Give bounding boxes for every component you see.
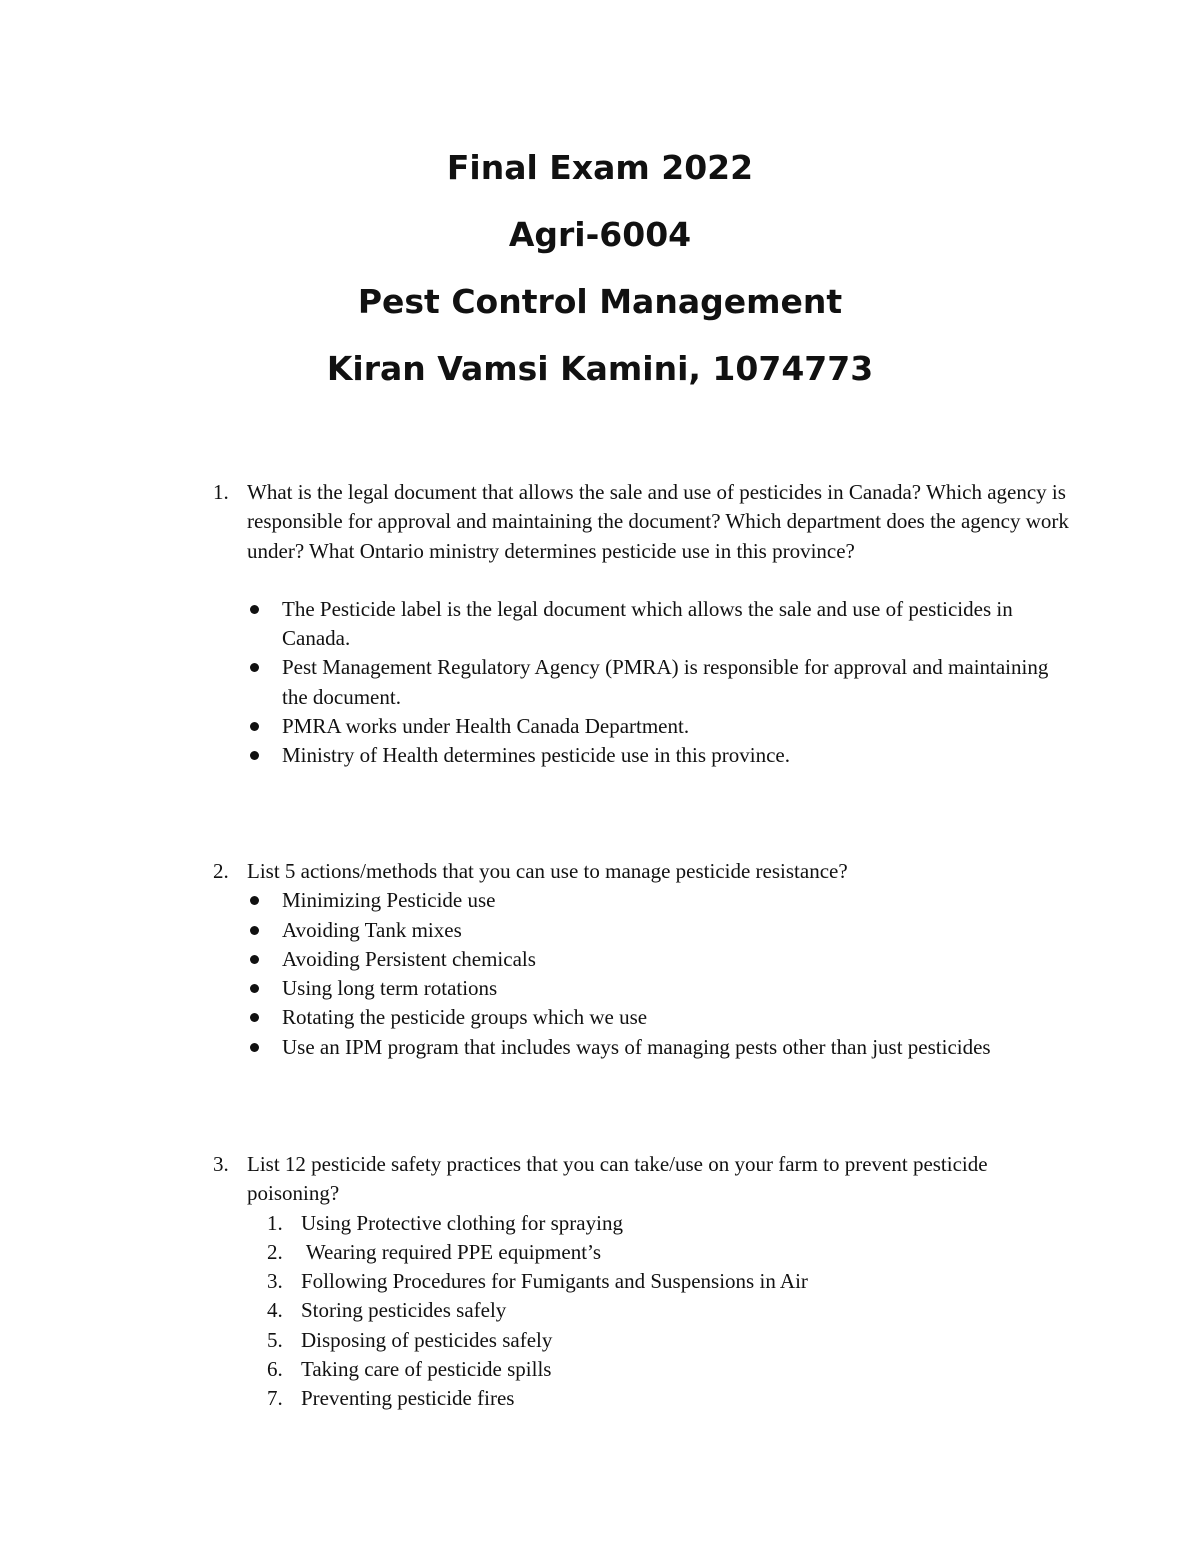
- list-item: [205, 1209, 1075, 1238]
- bullet-icon: [250, 984, 259, 993]
- list-item: [205, 916, 1075, 945]
- question-text: What is the legal document that allows the sale and use of pesticides in Canada? Which agency is responsible for approval and maintaining the document? Which department does the agency work under? What Ontario ministry determines pesticide use in this province?: [247, 480, 1069, 563]
- question-3-prompt: [205, 1150, 1075, 1209]
- question-text: List 5 actions/methods that you can use to manage pesticide resistance?: [247, 859, 848, 883]
- answer-text: Using long term rotations: [282, 976, 498, 1001]
- answer-text: Disposing of pesticides safely: [301, 1327, 553, 1352]
- list-item: [205, 1238, 1075, 1267]
- answer-text: Pest Management Regulatory Agency (PMRA) is responsible for approval and maintaining the document.: [282, 655, 1049, 709]
- question-text: List 12 pesticide safety practices that you can take/use on your farm to prevent pesticide poisoning?: [247, 1152, 988, 1206]
- answer-text: Use an IPM program that includes ways of managing pests other than just pesticides: [282, 1034, 991, 1059]
- bullet-icon: [250, 955, 259, 964]
- item-number: 6.: [267, 1357, 283, 1382]
- answer-list: [205, 595, 1075, 771]
- item-number: 4.: [267, 1298, 283, 1323]
- exam-title: Final Exam 2022: [446, 148, 754, 187]
- list-item: [205, 595, 1075, 654]
- question-2: [205, 857, 1075, 1062]
- answer-text: PMRA works under Health Canada Department.: [282, 714, 690, 739]
- list-item: [205, 1003, 1075, 1032]
- item-number: 3.: [267, 1269, 283, 1294]
- list-item: [205, 1033, 1075, 1062]
- course-code: Agri-6004: [508, 215, 692, 254]
- answer-text: Minimizing Pesticide use: [282, 888, 496, 913]
- question-2-prompt: [205, 857, 1075, 886]
- bullet-icon: [250, 896, 259, 905]
- item-number: 5.: [267, 1327, 283, 1352]
- answer-text: Rotating the pesticide groups which we use: [282, 1005, 648, 1030]
- answer-list: [205, 886, 1075, 1062]
- question-number: 3.: [213, 1152, 229, 1176]
- answer-text: Following Procedures for Fumigants and Suspensions in Air: [301, 1269, 808, 1294]
- list-item: [205, 741, 1075, 770]
- list-item: [205, 886, 1075, 915]
- question-3: [205, 1150, 1075, 1414]
- answer-text: Storing pesticides safely: [301, 1298, 507, 1323]
- list-item: [205, 1326, 1075, 1355]
- answer-text: Avoiding Tank mixes: [282, 917, 462, 942]
- list-item: [205, 712, 1075, 741]
- student-name: Kiran Vamsi Kamini, 1074773: [326, 349, 874, 388]
- course-name: Pest Control Management: [357, 282, 843, 321]
- list-item: [205, 653, 1075, 712]
- list-item: [205, 1384, 1075, 1413]
- answer-text: Preventing pesticide fires: [301, 1386, 515, 1411]
- answer-text: Ministry of Health determines pesticide use in this province.: [282, 743, 790, 768]
- list-item: [205, 1267, 1075, 1296]
- answer-text: Avoiding Persistent chemicals: [282, 946, 536, 971]
- question-1: [205, 478, 1075, 771]
- question-1-prompt: [205, 478, 1075, 566]
- list-item: [205, 1355, 1075, 1384]
- answer-text: Taking care of pesticide spills: [301, 1357, 552, 1382]
- answer-list: [205, 1209, 1075, 1414]
- bullet-icon: [250, 663, 259, 672]
- answer-text: Wearing required PPE equipment’s: [301, 1239, 602, 1264]
- bullet-icon: [250, 1013, 259, 1022]
- question-number: 1.: [213, 480, 229, 504]
- bullet-icon: [250, 722, 259, 731]
- list-item: [205, 945, 1075, 974]
- bullet-icon: [250, 751, 259, 760]
- list-item: [205, 974, 1075, 1003]
- answer-text: The Pesticide label is the legal document which allows the sale and use of pesticides in Canada.: [282, 596, 1013, 651]
- bullet-icon: [250, 926, 259, 935]
- bullet-icon: [250, 605, 259, 614]
- title-block: [0, 140, 1200, 408]
- list-item: [205, 1296, 1075, 1325]
- answer-text: Using Protective clothing for spraying: [301, 1210, 623, 1235]
- item-number: 7.: [267, 1386, 283, 1411]
- item-number: 2.: [267, 1239, 283, 1264]
- question-number: 2.: [213, 859, 229, 883]
- item-number: 1.: [267, 1210, 283, 1235]
- bullet-icon: [250, 1043, 259, 1052]
